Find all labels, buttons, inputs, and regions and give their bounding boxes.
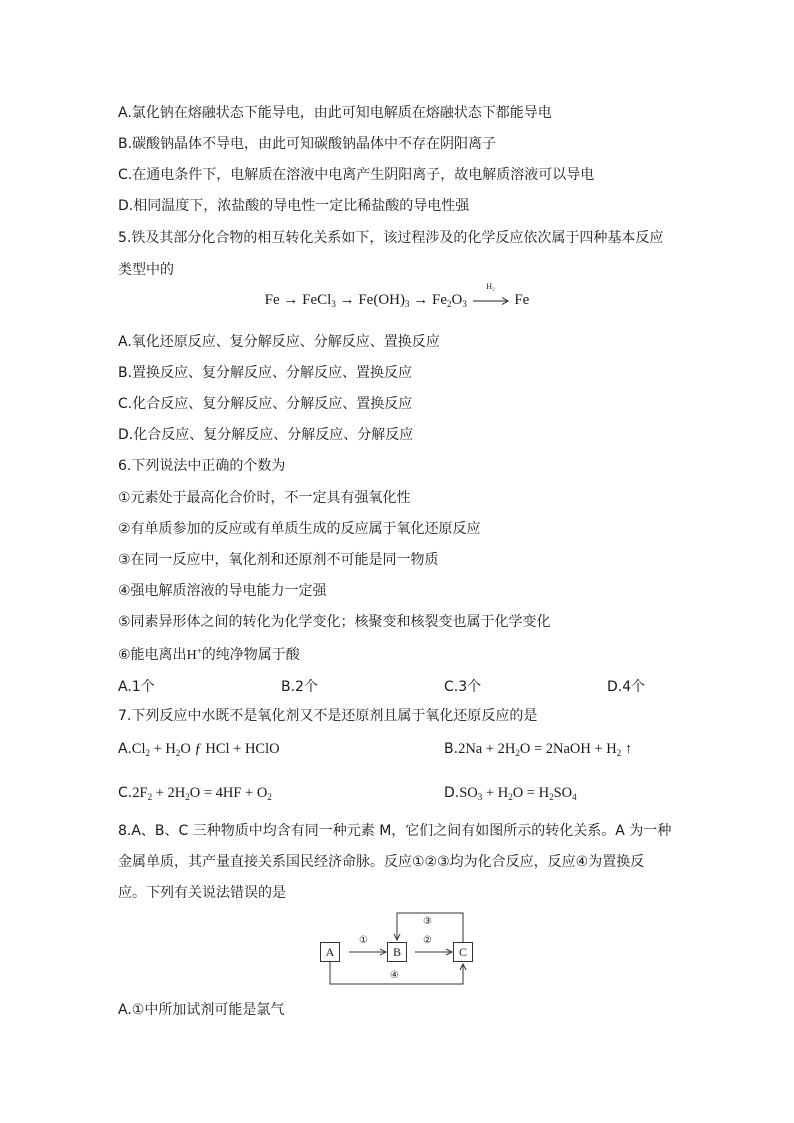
label-r4: ④	[390, 970, 399, 981]
label-r2: ②	[423, 935, 432, 946]
q6-option-d: D.4个	[607, 679, 646, 695]
q6-option-a: A.1个	[118, 679, 155, 695]
q6-stem: 6.下列说法中正确的个数为	[118, 458, 286, 474]
q4-option-b: B.碳酸钠晶体不导电，由此可知碳酸钠晶体中不存在阴阳离子	[118, 136, 497, 152]
label-r1: ①	[359, 935, 368, 946]
q5-option-d: D.化合反应、复分解反应、分解反应、分解反应	[118, 427, 414, 443]
q5-option-a: A.氧化还原反应、复分解反应、分解反应、置换反应	[118, 334, 440, 350]
q6-item-5: ⑤同素异形体之间的转化为化学变化；核聚变和核裂变也属于化学变化	[118, 614, 551, 630]
q8-diagram	[310, 905, 490, 990]
long-arrow-icon	[471, 296, 511, 306]
q6-option-c: C.3个	[444, 679, 482, 695]
node-a: A	[320, 942, 340, 962]
q4-option-d: D.相同温度下，浓盐酸的导电性一定比稀盐酸的导电性强	[118, 198, 470, 214]
q5-stem-line2: 类型中的	[118, 262, 174, 278]
q6-item-2: ②有单质参加的反应或有单质生成的反应属于氧化还原反应	[118, 521, 481, 537]
q4-option-c: C.在通电条件下，电解质在溶液中电离产生阴阳离子，故电解质溶液可以导电	[118, 167, 595, 183]
label-r3: ③	[423, 916, 432, 927]
q5-equation: Fe → FeCl$_3$ → $Fe(OH)_3 \to Fe_2O_3$ H₂ Fe	[264, 282, 530, 309]
node-b: B	[387, 942, 407, 962]
h2-arrow-label: H₂	[486, 282, 495, 291]
q8-stem-line3: 应。下列有关说法错误的是	[118, 885, 286, 901]
q6-option-b: B.2个	[281, 679, 318, 695]
q4-option-a: A.氯化钠在熔融状态下能导电，由此可知电解质在熔融状态下都能导电	[118, 105, 552, 121]
q8-stem-line2: 金属单质，其产量直接关系国民经济命脉。反应①②③均为化合反应，反应④为置换反	[118, 854, 645, 870]
q8-option-a: A.①中所加试剂可能是氯气	[118, 1002, 285, 1018]
q6-item-4: ④强电解质溶液的导电能力一定强	[118, 583, 327, 599]
q5-stem-line1: 5.铁及其部分化合物的相互转化关系如下，该过程涉及的化学反应依次属于四种基本反应	[118, 230, 664, 246]
q7-option-a: $A.Cl_2 + H_2O$ ƒ HCl + HClO	[118, 741, 280, 758]
q6-item-1: ①元素处于最高化合价时，不一定具有强氧化性	[118, 490, 411, 506]
q6-item-6: ⑥能电离出H+的纯净物属于酸	[118, 646, 300, 663]
q7-stem: 7.下列反应中水既不是氧化剂又不是还原剂且属于氧化还原反应的是	[118, 708, 538, 724]
q8-stem-line1: 8.A、B、C 三种物质中均含有同一种元素 M，它们之间有如图所示的转化关系。A 为一种	[118, 823, 672, 839]
q7-option-c: $C.2F_2 + 2H_2O = 4HF + O_2$	[118, 785, 272, 802]
h2-arrow	[471, 282, 511, 309]
q5-option-c: C.化合反应、复分解反应、分解反应、置换反应	[118, 396, 413, 412]
q7-option-d: $D.SO_3 + H_2O = H_2SO_4$	[444, 785, 577, 802]
q5-option-b: B.置换反应、复分解反应、分解反应、置换反应	[118, 365, 413, 381]
q6-item-3: ③在同一反应中，氧化剂和还原剂不可能是同一物质	[118, 552, 439, 568]
q7-option-b: $B.2Na + 2H_2O$ = 2NaOH + $H_2$ ↑	[444, 741, 633, 758]
node-c: C	[453, 942, 473, 962]
